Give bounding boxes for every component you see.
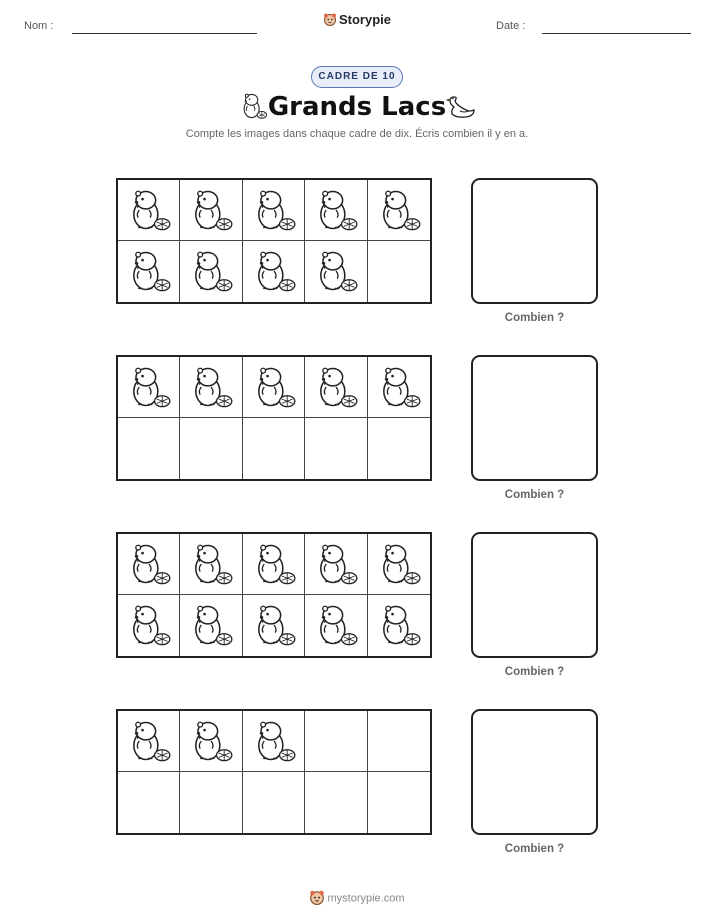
frame-cell <box>180 772 242 833</box>
instructions: Compte les images dans chaque cadre de dix. Écris combien il y en a. <box>185 128 529 140</box>
frame-cell <box>180 595 242 656</box>
frame-cell <box>368 241 430 302</box>
date-line[interactable] <box>542 33 691 34</box>
frame-cell <box>180 180 242 241</box>
date-label: Date : <box>496 20 526 32</box>
answer-label: Combien ? <box>504 843 565 855</box>
frame-cell <box>118 595 180 656</box>
frame-cell <box>180 534 242 595</box>
frame-cell <box>180 241 242 302</box>
frame-cell <box>368 534 430 595</box>
frame-cell <box>243 534 305 595</box>
frame-cell <box>305 534 367 595</box>
storypie-logo-icon <box>309 889 325 908</box>
frame-cell <box>118 357 180 418</box>
page-title: Grands Lacs <box>267 92 447 122</box>
frame-cell <box>118 711 180 772</box>
frame-cell <box>305 418 367 479</box>
frame-cell <box>118 418 180 479</box>
answer-box[interactable] <box>471 355 598 481</box>
frame-cell <box>243 595 305 656</box>
frame-cell <box>368 595 430 656</box>
frame-cell <box>368 180 430 241</box>
frame-cell <box>243 418 305 479</box>
frame-cell <box>118 772 180 833</box>
name-label: Nom : <box>24 20 54 32</box>
storypie-logo-icon <box>323 12 337 29</box>
answer-box[interactable] <box>471 178 598 304</box>
swan-icon <box>446 91 476 126</box>
brand <box>0 12 714 29</box>
frame-cell <box>118 534 180 595</box>
answer-label: Combien ? <box>504 312 565 324</box>
ten-frame <box>116 532 432 658</box>
frame-cell <box>243 180 305 241</box>
frame-cell <box>180 357 242 418</box>
frame-cell <box>305 357 367 418</box>
frame-cell <box>118 241 180 302</box>
answer-label: Combien ? <box>504 666 565 678</box>
brand-name: Storypie <box>338 12 391 27</box>
frame-cell <box>368 357 430 418</box>
frame-cell <box>118 180 180 241</box>
frame-cell <box>243 357 305 418</box>
ten-frame <box>116 178 432 304</box>
frame-cell <box>368 711 430 772</box>
footer-url[interactable]: mystorypie.com <box>327 892 405 905</box>
ten-frame <box>116 355 432 481</box>
answer-label: Combien ? <box>504 489 565 501</box>
name-line[interactable] <box>72 33 257 34</box>
footer <box>0 889 714 908</box>
frame-cell <box>305 711 367 772</box>
frame-cell <box>180 711 242 772</box>
frame-cell <box>243 772 305 833</box>
frame-cell <box>368 772 430 833</box>
frame-cell <box>368 418 430 479</box>
answer-box[interactable] <box>471 532 598 658</box>
frame-cell <box>243 711 305 772</box>
frame-cell <box>305 180 367 241</box>
frame-cell <box>180 418 242 479</box>
frame-cell <box>305 772 367 833</box>
frame-cell <box>243 241 305 302</box>
frame-cell <box>305 595 367 656</box>
ten-frame <box>116 709 432 835</box>
category-badge: CADRE DE 10 <box>311 66 403 88</box>
answer-box[interactable] <box>471 709 598 835</box>
frame-cell <box>305 241 367 302</box>
